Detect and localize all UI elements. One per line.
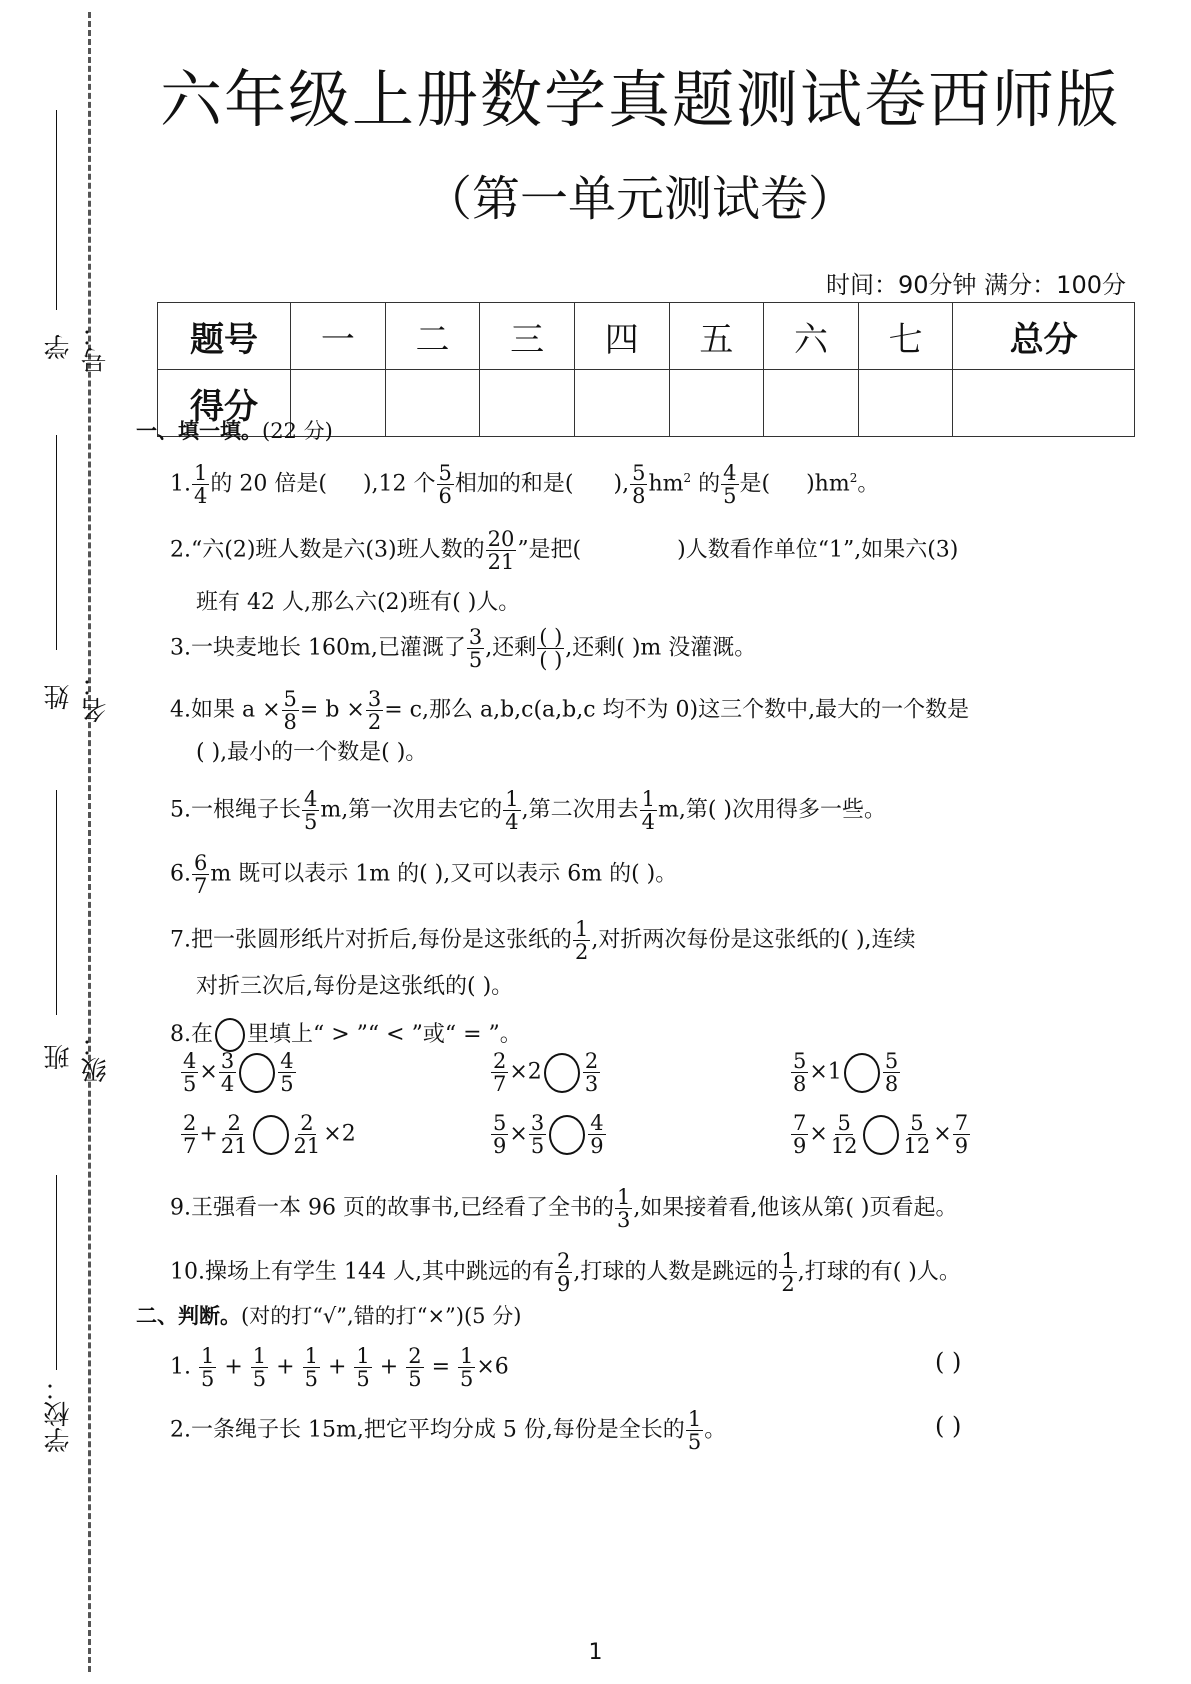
question-2-2: 2.一条绳子长 15m,把它平均分成 5 份,每份是全长的 $\frac{1}{5}$ 。 xyxy=(170,1407,727,1455)
fraction: $\frac{1}{2}$ xyxy=(781,1249,795,1297)
comparison-item: $\frac{2}{7}$ + $\frac{2}{21}$ $\frac{2}{21}$ ×2 xyxy=(183,1111,356,1159)
comparison-circle-input[interactable] xyxy=(549,1115,585,1155)
comparison-item: $\frac{2}{7}$ ×2 $\frac{2}{3}$ xyxy=(493,1049,599,1097)
fraction: $\frac{1}{2}$ xyxy=(575,917,589,965)
school-label: 学校： xyxy=(44,1375,74,1453)
section-2-instructions: (对的打“√”,错的打“×”)(5 分) xyxy=(241,1304,522,1328)
score-cell[interactable] xyxy=(669,370,764,437)
fraction: $\frac{5}{8}$ xyxy=(884,1049,899,1097)
fraction: $\frac{1}{4}$ xyxy=(194,461,208,509)
class-underline xyxy=(56,790,57,1015)
name-underline xyxy=(56,435,57,650)
fraction: $\frac{2}{7}$ xyxy=(183,1111,197,1159)
school-underline xyxy=(56,1175,57,1370)
fraction: $\frac{6}{7}$ xyxy=(194,851,208,899)
student-id-field[interactable] xyxy=(40,110,111,380)
fraction: $\frac{3}{5}$ xyxy=(530,1111,545,1159)
section-1-points: (22 分) xyxy=(262,419,333,443)
section-2-heading xyxy=(136,1300,521,1330)
name-field[interactable] xyxy=(40,435,111,735)
score-header: 得分 xyxy=(158,370,291,437)
fraction: $\frac{1}{5}$ xyxy=(252,1344,267,1392)
fraction: $\frac{1}{3}$ xyxy=(616,1185,631,1233)
question-1-2: 2.“六(2)班人数是六(3)班人数的 $\frac{20}{21}$ ”是把( )人数看作单位“1”,如果六(3) xyxy=(170,527,959,575)
comparison-circle-input[interactable] xyxy=(253,1115,289,1155)
column-header: 七 xyxy=(858,303,953,370)
page-subtitle: （第一单元测试卷） xyxy=(423,171,856,227)
school-field[interactable] xyxy=(40,1175,80,1495)
exam-meta: 时间：90分钟 满分：100分 xyxy=(826,271,1126,299)
fraction: $\frac{2}{21}$ xyxy=(293,1111,321,1159)
class-label: 班级： xyxy=(44,1031,111,1084)
fraction: $\frac{2}{5}$ xyxy=(408,1344,422,1392)
fraction: $\frac{2}{3}$ xyxy=(584,1049,599,1097)
binding-dashed-line xyxy=(88,12,91,1672)
question-1-2-line2: 班有 42 人,那么六(2)班有( )人。 xyxy=(196,590,521,615)
question-1-9: 9.王强看一本 96 页的故事书,已经看了全书的 $\frac{1}{3}$ ,如果接着看,他该从第( )页看起。 xyxy=(170,1185,958,1233)
comparison-item: $\frac{7}{9}$ × $\frac{5}{12}$ $\frac{5}{12}$ × $\frac{7}{9}$ xyxy=(793,1111,969,1159)
question-1-4: 4.如果 a × $\frac{5}{8}$ = b × $\frac{3}{2}$ = c,那么 a,b,c(a,b,c 均不为 0)这三个数中,最大的一个数是 xyxy=(170,687,970,735)
question-1-7-line2: 对折三次后,每份是这张纸的( )。 xyxy=(196,974,514,999)
question-1-1: 1. $\frac{1}{4}$ 的 20 倍是( ),12 个 $\frac{5}{6}$ 相加的和是( ), $\frac{5}{8}$ $hm^2$ 的 $\frac{4}{5}$ 是( )$hm^2$。 xyxy=(170,461,880,509)
fraction: $\frac{2}{7}$ xyxy=(493,1049,507,1097)
fraction: $\frac{5}{8}$ xyxy=(283,687,297,735)
question-1-5: 5.一根绳子长 $\frac{4}{5}$ m,第一次用去它的 $\frac{1}{4}$ ,第二次用去 $\frac{1}{4}$ m,第( )次用得多一些。 xyxy=(170,787,886,835)
score-cell[interactable] xyxy=(858,370,953,437)
class-field[interactable] xyxy=(40,790,111,1090)
comparison-item: $\frac{5}{9}$ × $\frac{3}{5}$ $\frac{4}{9}$ xyxy=(493,1111,604,1159)
circle-icon xyxy=(215,1018,245,1052)
section-1-title: 一、填一填。 xyxy=(136,419,262,443)
fraction: $\frac{3}{4}$ xyxy=(220,1049,235,1097)
name-label: 姓名： xyxy=(44,671,111,724)
fraction: $\frac{4}{5}$ xyxy=(723,461,737,509)
fraction: $\frac{4}{5}$ xyxy=(280,1049,294,1097)
comparison-item: $\frac{5}{8}$ ×1 $\frac{5}{8}$ xyxy=(793,1049,899,1097)
score-cell[interactable] xyxy=(385,370,480,437)
question-1-8: 8.在 里填上“ > ”“ < ”或“ = ”。 xyxy=(170,1018,522,1052)
fraction: $\frac{1}{5}$ xyxy=(687,1407,702,1455)
page-title: 六年级上册数学真题测试卷西师版 xyxy=(159,63,1120,136)
column-header: 五 xyxy=(669,303,764,370)
fraction: $\frac{4}{5}$ xyxy=(183,1049,197,1097)
student-id-label: 学号： xyxy=(44,321,111,374)
fraction: $\frac{5}{12}$ xyxy=(903,1111,931,1159)
fraction: $\frac{5}{6}$ xyxy=(438,461,452,509)
fraction: $\frac{7}{9}$ xyxy=(954,1111,969,1159)
fraction: $\frac{1}{4}$ xyxy=(641,787,655,835)
judgment-answer-2[interactable]: ( ) xyxy=(935,1412,962,1440)
question-2-1: 1. $\frac{1}{5}$ + $\frac{1}{5}$ + $\frac{1}{5}$ + $\frac{1}{5}$ + $\frac{2}{5}$ = $\frac{1}{5}$ ×6 xyxy=(170,1344,509,1392)
column-header: 四 xyxy=(574,303,669,370)
section-1-heading xyxy=(136,415,333,445)
fraction: $\frac{2}{21}$ xyxy=(220,1111,248,1159)
fraction: $\frac{7}{9}$ xyxy=(793,1111,807,1159)
comparison-circle-input[interactable] xyxy=(863,1115,899,1155)
comparison-item: $\frac{4}{5}$ × $\frac{3}{4}$ $\frac{4}{5}$ xyxy=(183,1049,294,1097)
fraction: $\frac{1}{4}$ xyxy=(505,787,519,835)
question-1-10: 10.操场上有学生 144 人,其中跳远的有 $\frac{2}{9}$ ,打球的人数是跳远的 $\frac{1}{2}$ ,打球的有( )人。 xyxy=(170,1249,961,1297)
column-header: 三 xyxy=(480,303,575,370)
question-1-3: 3.一块麦地长 160m,已灌溉了 $\frac{3}{5}$ ,还剩 $\frac{( )}{( )}$ ,还剩( )m 没灌溉。 xyxy=(170,625,757,673)
fraction: $\frac{1}{5}$ xyxy=(304,1344,318,1392)
fraction: $\frac{1}{5}$ xyxy=(201,1344,215,1392)
score-cell[interactable] xyxy=(764,370,859,437)
fraction: $\frac{1}{5}$ xyxy=(460,1344,474,1392)
fraction: $\frac{5}{12}$ xyxy=(830,1111,858,1159)
question-number-header: 题号 xyxy=(158,303,291,370)
column-header: 二 xyxy=(385,303,480,370)
score-cell[interactable] xyxy=(480,370,575,437)
fraction: $\frac{3}{2}$ xyxy=(367,687,382,735)
column-header: 一 xyxy=(291,303,386,370)
section-2-title: 二、判断。 xyxy=(136,1304,241,1328)
comparison-circle-input[interactable] xyxy=(544,1053,580,1093)
judgment-answer-1[interactable]: ( ) xyxy=(935,1348,962,1376)
question-1-4-line2: ( ),最小的一个数是( )。 xyxy=(196,740,428,765)
fraction: $\frac{20}{21}$ xyxy=(487,527,515,575)
fraction: $\frac{1}{5}$ xyxy=(356,1344,370,1392)
score-cell[interactable] xyxy=(953,370,1135,437)
comparison-circle-input[interactable] xyxy=(239,1053,275,1093)
column-header: 六 xyxy=(764,303,859,370)
comparison-circle-input[interactable] xyxy=(844,1053,880,1093)
fraction-answer-blank[interactable]: $\frac{( )}{( )}$ xyxy=(539,625,563,673)
column-header: 总分 xyxy=(953,303,1135,370)
fraction: $\frac{5}{8}$ xyxy=(793,1049,807,1097)
fraction: $\frac{3}{5}$ xyxy=(468,625,483,673)
question-1-7: 7.把一张圆形纸片对折后,每份是这张纸的 $\frac{1}{2}$ ,对折两次每份是这张纸的( ),连续 xyxy=(170,917,916,965)
question-1-6: 6. $\frac{6}{7}$ m 既可以表示 1m 的( ),又可以表示 6m 的( )。 xyxy=(170,851,678,899)
fraction: $\frac{5}{8}$ xyxy=(632,461,646,509)
fraction: $\frac{4}{9}$ xyxy=(590,1111,604,1159)
score-table-header-row xyxy=(158,303,1135,370)
score-cell[interactable] xyxy=(574,370,669,437)
fraction: $\frac{5}{9}$ xyxy=(493,1111,507,1159)
student-id-underline xyxy=(56,110,57,310)
fraction: $\frac{2}{9}$ xyxy=(556,1249,571,1297)
fraction: $\frac{4}{5}$ xyxy=(304,787,318,835)
page-number: 1 xyxy=(588,1640,603,1665)
